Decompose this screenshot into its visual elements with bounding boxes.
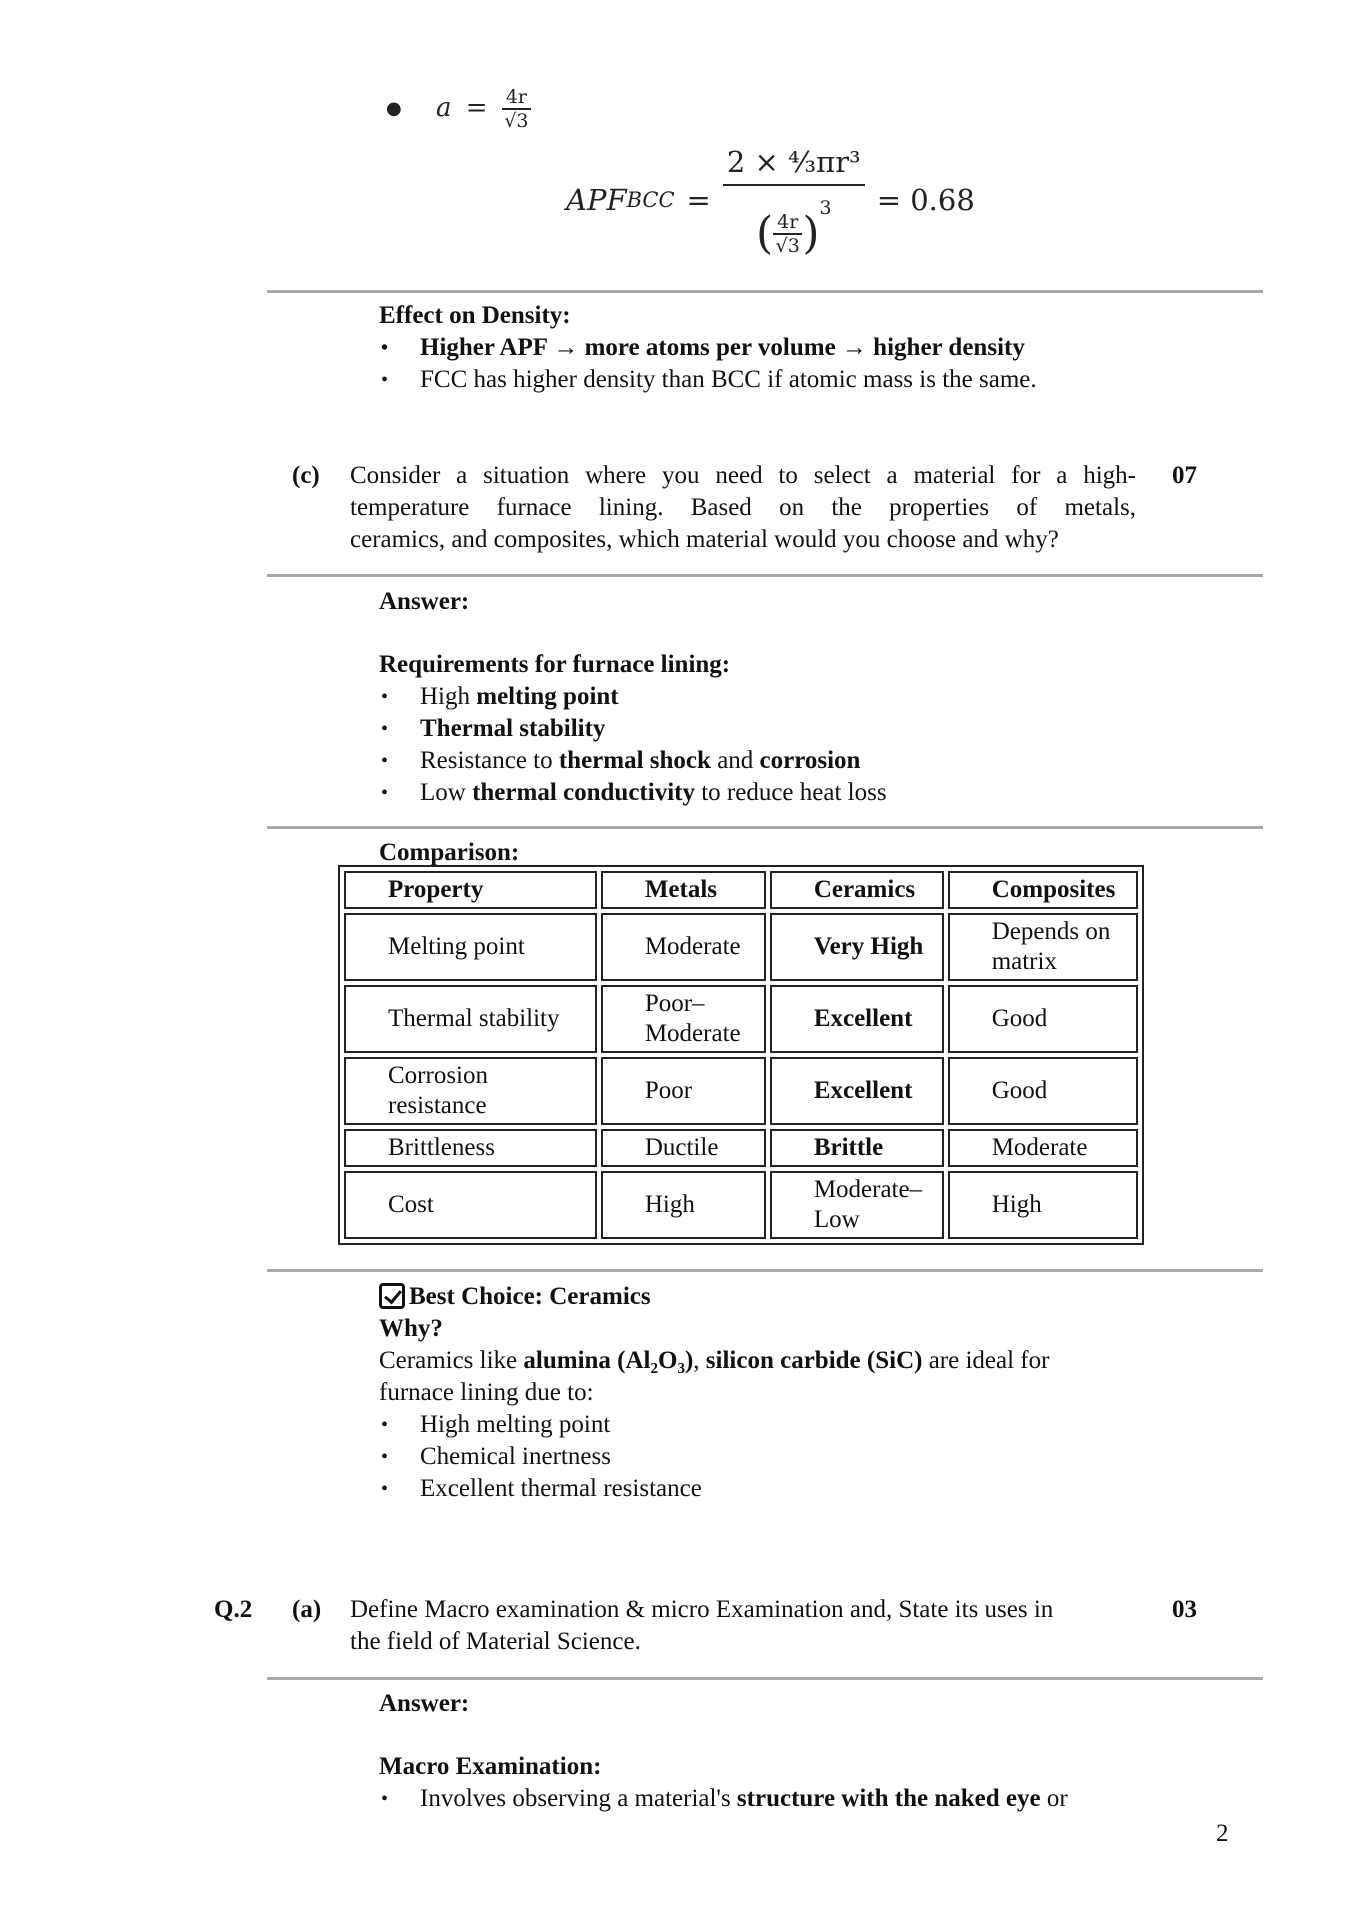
best-choice-heading: Best Choice: Ceramics	[379, 1281, 1219, 1313]
question-c-label: (c)	[292, 462, 320, 489]
density-heading: Effect on Density:	[379, 302, 571, 329]
question-2a-line: Define Macro examination & micro Examination and, State its uses in	[350, 1596, 1054, 1623]
apf-den-exp: 3	[819, 196, 832, 219]
table-cell: Very High	[770, 913, 944, 981]
formula-a-den: √3	[504, 110, 529, 132]
best-choice-item: • Excellent thermal resistance	[379, 1473, 1219, 1505]
table-cell: Cost	[344, 1171, 597, 1239]
formula-a-num: 4r	[502, 86, 531, 110]
best-choice-section	[379, 1281, 1219, 1505]
question-c-line: ceramics, and composites, which material would you choose and why?	[350, 526, 1059, 553]
density-item: • FCC has higher density than BCC if atomic mass is the same.	[379, 364, 1219, 396]
table-cell: Good	[948, 985, 1138, 1053]
table-cell: High	[948, 1171, 1138, 1239]
table-cell: Moderate	[948, 1129, 1138, 1167]
table-cell: High	[601, 1171, 766, 1239]
apf-formula: APF BCC = 2 × ⁴⁄₃πr³ ( $\frac{4r}{√3}$ )$^3$ = 0.68	[566, 144, 975, 259]
requirement-item: • Resistance to thermal shock and corrosion	[379, 745, 1219, 777]
answer-label: Answer:	[379, 1690, 470, 1717]
page-number: 2	[1216, 1820, 1229, 1847]
table-cell: Brittle	[770, 1129, 944, 1167]
question-2-label: Q.2	[214, 1596, 253, 1623]
best-choice-item: • Chemical inertness	[379, 1441, 1219, 1473]
table-row	[344, 1057, 1138, 1125]
comparison-heading: Comparison:	[379, 839, 520, 866]
formula-a-eq: =	[465, 93, 488, 123]
table-row	[344, 1171, 1138, 1239]
formula-a-var: a	[435, 93, 452, 123]
answer-label: Answer:	[379, 588, 470, 615]
question-2a-label: (a)	[292, 1596, 322, 1623]
bullet: ●	[386, 98, 402, 119]
density-section	[379, 300, 1219, 396]
table-header-cell: Property	[344, 871, 597, 909]
comparison-table	[338, 865, 1144, 1245]
divider	[267, 290, 1263, 293]
question-2a-marks: 03	[1172, 1596, 1197, 1623]
apf-result: = 0.68	[876, 183, 975, 217]
best-choice-item: • High melting point	[379, 1409, 1219, 1441]
question-2a-text	[350, 1594, 1136, 1658]
apf-den-num: 4r	[773, 211, 802, 235]
requirement-item: • High melting point	[379, 681, 1219, 713]
apf-sub: BCC	[626, 188, 675, 212]
divider	[267, 574, 1263, 577]
macro-item: • Involves observing a material's structure with the naked eye or	[379, 1783, 1239, 1815]
apf-numerator: 2 × ⁴⁄₃πr³	[723, 144, 865, 186]
table-cell: Good	[948, 1057, 1138, 1125]
table-cell: Depends on matrix	[948, 913, 1138, 981]
apf-lhs: APF	[566, 183, 627, 217]
question-c-text	[350, 460, 1136, 556]
requirement-item: • Thermal stability	[379, 713, 1219, 745]
best-choice-paragraph: furnace lining due to:	[379, 1379, 594, 1406]
table-cell: Thermal stability	[344, 985, 597, 1053]
best-choice-paragraph: Ceramics like alumina (Al₂O₃), silicon carbide (SiC) are ideal for	[379, 1347, 1050, 1374]
macro-section	[379, 1751, 1239, 1815]
table-cell: Ductile	[601, 1129, 766, 1167]
table-cell: Corrosion resistance	[344, 1057, 597, 1125]
checkbox-check-icon	[379, 1283, 405, 1309]
table-cell: Poor	[601, 1057, 766, 1125]
table-header-cell: Metals	[601, 871, 766, 909]
question-c-line: Consider a situation where you need to select a material for a high-	[350, 462, 1136, 489]
table-cell: Excellent	[770, 1057, 944, 1125]
divider	[267, 1677, 1263, 1680]
density-item: • Higher APF → more atoms per volume → higher density	[379, 332, 1219, 364]
table-header-row	[344, 871, 1138, 909]
apf-den-den: √3	[775, 234, 800, 257]
question-c-marks: 07	[1172, 462, 1197, 489]
question-2a-line: the field of Material Science.	[350, 1628, 641, 1655]
table-cell: Poor– Moderate	[601, 985, 766, 1053]
requirements-heading: Requirements for furnace lining:	[379, 651, 731, 678]
macro-heading: Macro Examination:	[379, 1753, 602, 1780]
table-row	[344, 913, 1138, 981]
requirements-section	[379, 649, 1219, 809]
table-row	[344, 1129, 1138, 1167]
table-cell: Melting point	[344, 913, 597, 981]
table-row	[344, 985, 1138, 1053]
divider	[267, 826, 1263, 829]
why-label: Why?	[379, 1315, 443, 1342]
table-cell: Moderate– Low	[770, 1171, 944, 1239]
table-header-cell: Ceramics	[770, 871, 944, 909]
divider	[267, 1269, 1263, 1272]
table-cell: Brittleness	[344, 1129, 597, 1167]
table-cell: Moderate	[601, 913, 766, 981]
formula-a	[386, 86, 531, 132]
question-c-line: temperature furnace lining. Based on the properties of metals,	[350, 494, 1136, 521]
requirement-item: • Low thermal conductivity to reduce heat loss	[379, 777, 1219, 809]
table-cell: Excellent	[770, 985, 944, 1053]
table-header-cell: Composites	[948, 871, 1138, 909]
